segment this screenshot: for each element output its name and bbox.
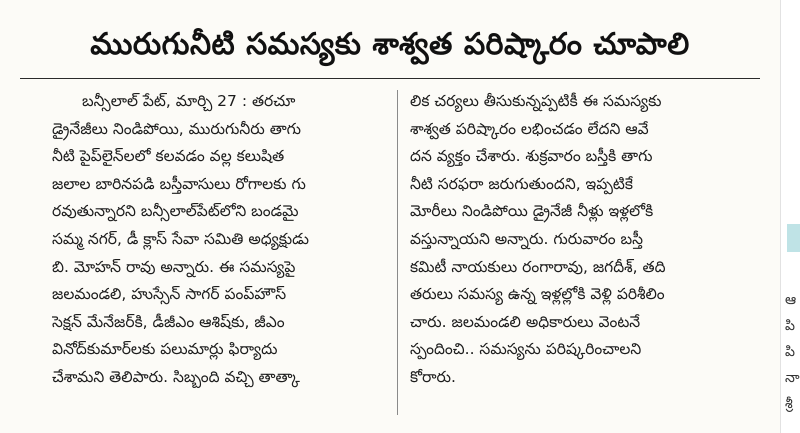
article-line: కోరారు. [410,367,456,386]
article-line: డ్రైనేజీలు నిండిపోయి, మురుగునీరు తాగు [52,119,302,138]
adjacent-image-fragment [787,224,800,252]
article-column-right [410,88,746,392]
article-line: చేశామని తెలిపారు. సిబ్బంది వచ్చి తాత్కా [52,367,300,386]
headline-rule [20,78,760,79]
edge-text-fragment: శ్రీ [785,396,793,412]
column-divider [397,90,398,415]
article-line: వినోద్‌కుమార్‌లకు పలుమార్లు ఫిర్యాదు [52,340,278,359]
article-line: సమ్మ నగర్, డీ క్లాస్ సేవా సమితి అధ్యక్షుడు [52,229,309,248]
edge-text-fragment: ఆ [785,292,797,308]
article-line: లిక చర్యలు తీసుకున్నప్పటికీ ఈ సమస్యకు [410,92,662,110]
article-line: సెక్షన్ మేనేజర్‌కి, డీజీఎం ఆశిష్‌కు, జీఎం [52,312,285,331]
edge-text-fragment: పి [785,318,795,334]
article-line: బి. మోహన్ రావు అన్నారు. ఈ సమస్యపై [52,257,296,276]
edge-text-fragment: నా [785,370,800,386]
article-line: నీటి పైప్‌లైన్‌లలో కలవడం వల్ల కలుషిత [52,147,285,166]
article-line: జలాల బారినపడి బస్తీవాసులు రోగాలకు గు [52,174,306,193]
article-line: బన్సీలాల్ పేట్, మార్చి 27 : తరచూ [82,92,296,110]
article-headline: మురుగునీటి సమస్యకు శాశ్వత పరిష్కారం చూపాలి [90,27,690,62]
article-line: శాశ్వత పరిష్కారం లభించడం లేదని ఆవే [410,119,649,138]
article-line: నీటి సరఫరా జరుగుతుందని, ఇప్పటికే [410,174,633,193]
article-line: రవుతున్నారని బన్సీలాల్‌పేట్‌లోని బండమై [52,202,299,221]
article-line: కమిటీ నాయకులు రంగారావు, జగదీశ్, తది [410,257,666,276]
article-line: దన వ్యక్తం చేశారు. శుక్రవారం బస్తీకి తాగు [410,147,653,166]
adjacent-article-edge [780,0,800,433]
article-line: మోరీలు నిండిపోయి డ్రైనేజీ నీళ్లు ఇళ్లలోకి [410,202,654,221]
article-line: తరులు సమస్య ఉన్న ఇళ్లల్లోకి వెళ్లి పరిశీలిం [410,285,665,304]
article-column-left [52,88,388,392]
article-line: జలమండలి, హుస్సేన్ సాగర్ పంప్‌హౌస్ [52,285,287,304]
article-line: స్పందించి.. సమస్యను పరిష్కరించాలని [410,340,642,359]
article-line: చారు. జలమండలి అధికారులు వెంటనే [410,312,641,331]
edge-text-fragment: పి [785,344,795,360]
article-line: వస్తున్నాయని అన్నారు. గురువారం బస్తీ [410,229,644,248]
